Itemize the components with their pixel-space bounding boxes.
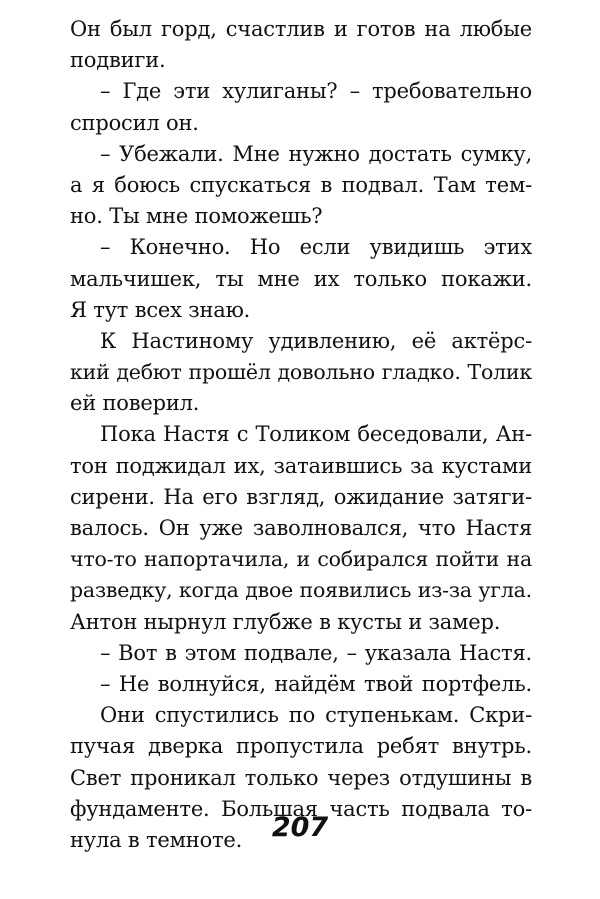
page-number: 207 bbox=[271, 812, 329, 843]
text-line: тон поджидал их, затаившись за кустами bbox=[70, 453, 532, 478]
text-line: разведку, когда двое появились из-за угла. bbox=[70, 578, 532, 603]
text-line: сирени. На его взгляд, ожидание затяги- bbox=[70, 484, 532, 509]
text-line: кий дебют прошёл довольно гладко. Толик bbox=[70, 360, 532, 385]
text-line: – Вот в этом подвале, – указала Настя. bbox=[100, 640, 532, 665]
text-line: валось. Он уже заволновался, что Настя bbox=[70, 516, 532, 540]
text-line: но. Ты мне поможешь? bbox=[70, 204, 323, 229]
text-line: Я тут всех знаю. bbox=[70, 297, 251, 322]
text-line: Пока Настя с Толиком беседовали, Ан- bbox=[100, 422, 532, 447]
text-line: пучая дверка пропустила ребят внутрь. bbox=[70, 734, 532, 759]
text-line: – Конечно. Но если увидишь этих bbox=[100, 235, 532, 260]
text-line: а я боюсь спускаться в подвал. Там тем- bbox=[70, 172, 532, 197]
text-line: мальчишек, ты мне их только покажи. bbox=[70, 266, 532, 291]
text-line: – Где эти хулиганы? – требовательно bbox=[100, 79, 532, 104]
text-line: – Не волнуйся, найдём твой портфель. bbox=[100, 671, 532, 696]
text-line: спросил он. bbox=[70, 110, 199, 135]
text-line: Они спустились по ступенькам. Скри- bbox=[100, 703, 532, 728]
text-line: – Убежали. Мне нужно достать сумку, bbox=[100, 141, 532, 166]
text-line: Свет проникал только через отдушины в bbox=[70, 765, 532, 790]
text-line: подвиги. bbox=[70, 48, 166, 73]
text-line: ей поверил. bbox=[70, 391, 200, 416]
body-text bbox=[70, 14, 532, 856]
text-line: что-то напортачила, и собирался пойти на bbox=[70, 547, 532, 572]
text-line: Антон нырнул глубже в кусты и замер. bbox=[70, 609, 501, 634]
text-line: нула в темноте. bbox=[70, 827, 243, 852]
text-line: Он был горд, счастлив и готов на любые bbox=[70, 17, 532, 41]
text-line: К Настиному удивлению, её актёрс- bbox=[100, 328, 532, 353]
text-line: фундаменте. Большая часть подвала то- bbox=[70, 796, 532, 821]
